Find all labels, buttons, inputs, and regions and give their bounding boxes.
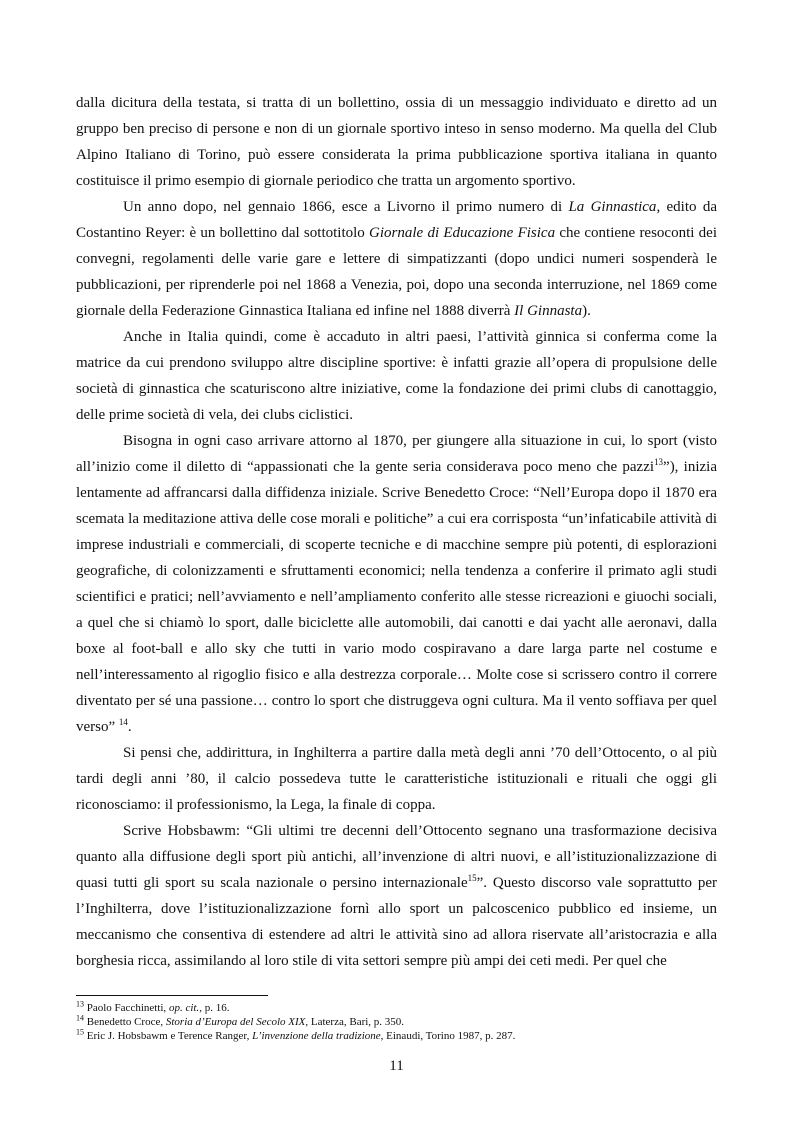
title-la-ginnastica: La Ginnastica [568,199,657,215]
paragraph-4 [76,428,717,740]
paragraph-3: Anche in Italia quindi, come è accaduto in altri paesi, l’attività ginnica si conferma come la matrice da cui prendono sviluppo altre discipline sportive: è infatti grazie all’opera di propulsione delle società di ginnastica che scaturiscono altre iniziative, come la fondazione dei primi clubs di canottaggio, delle prime società di vela, dei clubs ciclistici. [76,329,717,423]
paragraph-2-text-d: ). [582,303,591,319]
footnote-13 [76,1001,717,1015]
page-number: 11 [389,1058,404,1074]
paragraph-6-text-a: Scrive Hobsbawm: “Gli ultimi tre decenni dell’Ottocento segnano una trasformazione decisiva quanto alla diffusione degli sport più antichi, all’invenzione di altri nuovi, e all’istituzionalizzazione di quasi tutti gli sport su scala nazionale o persino internazionale [76,823,717,891]
footnote-number: 14 [76,1013,84,1023]
paragraph-4-text-a: Bisogna in ogni caso arrivare attorno al 1870, per giungere alla situazione in cui, lo sport (visto all’inizio come il diletto di “appassionati che la gente seria considerava poco meno che pazzi [76,433,717,475]
title-il-ginnasta: Il Ginnasta [514,303,583,319]
paragraph-5: Si pensi che, addirittura, in Inghilterra a partire dalla metà degli anni ’70 dell’Ottocento, o al più tardi degli anni ’80, il calcio possedeva tutte le caratteristiche istituzionali e rituali che oggi gli riconosciamo: il professionismo, la Lega, la finale di coppa. [76,745,717,813]
footnote-ref-15[interactable]: 15 [467,873,477,883]
footnote-number: 13 [76,999,84,1009]
paragraph-2-text-b: , edito da Costantino Reyer: è un bollettino dal sottotitolo [76,199,717,241]
footnote-italic: op. cit. [168,1002,200,1014]
footnote-15 [76,1029,717,1043]
body-text [76,90,717,974]
paragraph-6-text-b: ”. Questo discorso vale soprattutto per l’Inghilterra, dove l’istituzionalizzazione fornì allo sport un palcoscenico pubblico ed insieme, un meccanismo che consentiva di estendere ad altri le attività sino ad allora riservate all’aristocrazia e alla borghesia ricca, assimilando al loro stile di vita settori sempre più ampi dei ceti medi. Per quel che [76,875,717,969]
subtitle-giornale-educazione-fisica: Giornale di Educazione Fisica [369,225,556,241]
footnote-italic: L’invenzione della tradizione [252,1030,381,1042]
footnote-ref-14[interactable]: 14 [118,717,128,727]
footnote-text-end: , Laterza, Bari, p. 350. [305,1016,405,1028]
footnote-text: Paolo Facchinetti, [84,1002,169,1014]
footnote-ref-13[interactable]: 13 [654,457,664,467]
footnote-14 [76,1015,717,1029]
footnote-number: 15 [76,1027,84,1037]
paragraph-2-text-a: Un anno dopo, nel gennaio 1866, esce a Livorno il primo numero di [123,199,569,215]
paragraph-6 [76,818,717,974]
footnote-text: Benedetto Croce, [84,1016,166,1028]
footnote-text-end: , p. 16. [199,1002,230,1014]
paragraph-2-text-c: che contiene resoconti dei convegni, regolamenti delle varie gare e lettere di simpatizzanti (dopo undici numeri sospenderà le pubblicazioni, per riprenderle poi nel 1868 a Venezia, poi, dopo una seconda interruzione, nel 1869 come giornale della Federazione Ginnastica Italiana ed infine nel 1888 diverrà [76,225,717,319]
paragraph-2 [76,194,717,324]
footnote-divider [76,995,268,996]
paragraph-4-text-b: ”), inizia lentamente ad affrancarsi dalla diffidenza iniziale. Scrive Benedetto Croce: “Nell’Europa dopo il 1870 era scemata la meditazione attiva delle cose morali e politiche” a cui era corrisposta “un’infaticabile attività di imprese industriali e commerciali, di scoperte tecniche e di macchine sempre più potenti, di esplorazioni geografiche, di colonizzamenti e sfruttamenti economici; nella tendenza a conferire il primato agli studi scientifici e pratici; nell’avviamento e nell’ampliamento conferito alle stesse ricreazioni e giuochi sociali, a quel che si chiamò lo sport, dalle biciclette alle automobili, dai canotti e dai yacht alle aeronavi, dalla boxe al foot-ball e allo sky che tutti in vario modo cospiravano a dare larga parte nel costume e nell’interessamento al rigoglio fisico e alla destrezza corporale… Molte cose si scrissero contro il correre diventato per sé una passione… contro lo sport che distruggeva ogni cultura. Ma il vento soffiava per quel verso” [76,459,717,735]
footnote-text: Eric J. Hobsbawm e Terence Ranger, [84,1030,253,1042]
footnote-italic: Storia d’Europa del Secolo XIX [165,1016,306,1028]
paragraph-1: dalla dicitura della testata, si tratta di un bollettino, ossia di un messaggio individuato e diretto ad un gruppo ben preciso di persone e non di un giornale sportivo inteso in senso moderno. Ma quella del Club Alpino Italiano di Torino, può essere considerata la prima pubblicazione sportiva italiana in quanto costituisce il primo esempio di giornale periodico che tratta un argomento sportivo. [76,95,717,189]
footnotes [76,1001,717,1043]
paragraph-4-text-c: . [127,719,132,735]
footnote-text-end: , Einaudi, Torino 1987, p. 287. [380,1030,516,1042]
